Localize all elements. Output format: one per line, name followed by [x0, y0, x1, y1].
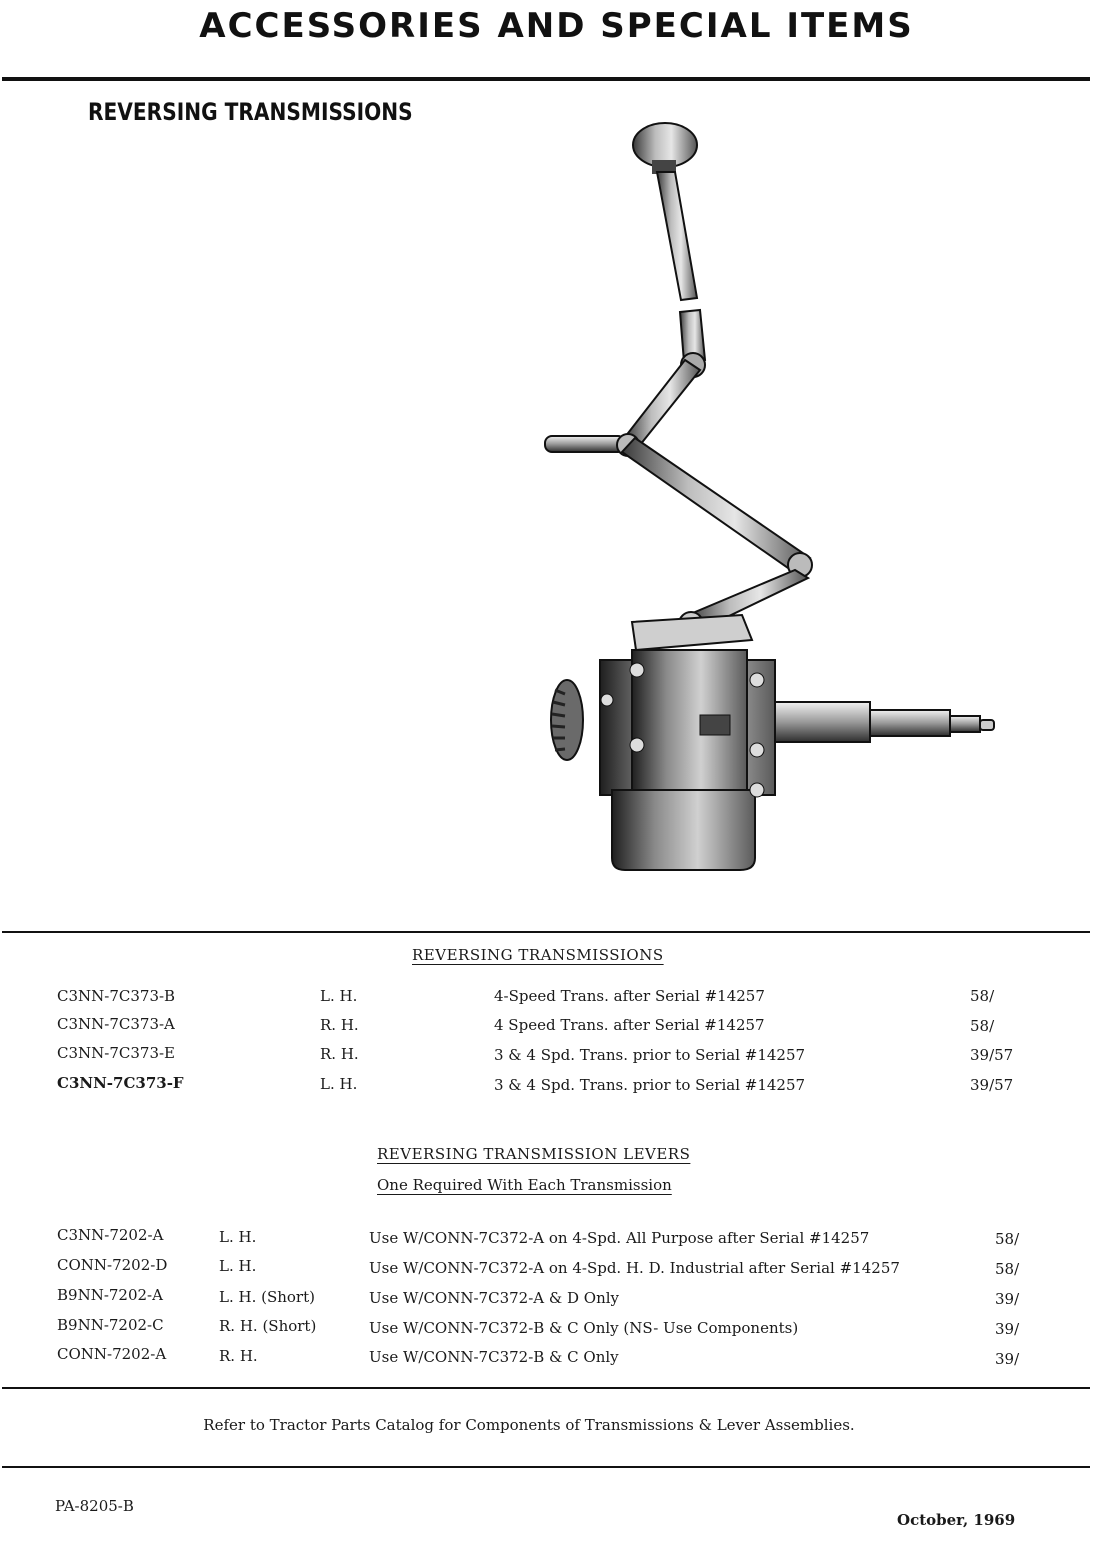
side: L. H.: [219, 1257, 257, 1275]
side: R. H. (Short): [219, 1317, 317, 1335]
side: R. H.: [320, 1045, 359, 1063]
part-number: C3NN-7C373-F: [57, 1074, 184, 1092]
part-number: C3NN-7C373-B: [57, 987, 176, 1005]
part-number: B9NN-7202-C: [57, 1316, 164, 1334]
description: 4 Speed Trans. after Serial #14257: [494, 1016, 765, 1034]
description: 3 & 4 Spd. Trans. prior to Serial #14257: [494, 1076, 806, 1094]
years: 39/: [995, 1350, 1020, 1368]
output-shaft: [775, 702, 994, 742]
side: L. H.: [320, 987, 358, 1005]
part-number: C3NN-7202-A: [57, 1226, 164, 1244]
transmissions-table-title: REVERSING TRANSMISSIONS: [412, 946, 664, 964]
description: Use W/CONN-7C372-A & D Only: [369, 1289, 620, 1307]
title-rule: [2, 77, 1090, 81]
publication-code: PA-8205-B: [55, 1497, 134, 1515]
transmission-housing: [600, 650, 775, 870]
description: Use W/CONN-7C372-B & C Only (NS- Use Components): [369, 1319, 799, 1337]
levers-table-subtitle: One Required With Each Transmission: [377, 1176, 672, 1194]
side: L. H. (Short): [219, 1288, 315, 1306]
description: Use W/CONN-7C372-A on 4-Spd. All Purpose after Serial #14257: [369, 1229, 870, 1247]
side: R. H.: [320, 1016, 359, 1034]
years: 58/: [995, 1260, 1020, 1278]
part-number: CONN-7202-D: [57, 1256, 168, 1274]
publication-date: October, 1969: [897, 1511, 1016, 1529]
description: Use W/CONN-7C372-B & C Only: [369, 1348, 619, 1366]
part-number: C3NN-7C373-A: [57, 1015, 175, 1033]
years: 58/: [970, 987, 995, 1005]
section-heading: REVERSING TRANSMISSIONS: [88, 98, 413, 126]
page-title: ACCESSORIES AND SPECIAL ITEMS: [199, 6, 914, 46]
part-number: C3NN-7C373-E: [57, 1044, 176, 1062]
part-number: B9NN-7202-A: [57, 1286, 163, 1304]
description: 3 & 4 Spd. Trans. prior to Serial #14257: [494, 1046, 806, 1064]
description: Use W/CONN-7C372-A on 4-Spd. H. D. Industrial after Serial #14257: [369, 1259, 900, 1277]
years: 58/: [995, 1230, 1020, 1248]
reference-note: Refer to Tractor Parts Catalog for Components of Transmissions & Lever Assemblies.: [203, 1416, 855, 1434]
side: L. H.: [219, 1228, 257, 1246]
years: 39/: [995, 1290, 1020, 1308]
part-number: CONN-7202-A: [57, 1345, 167, 1363]
side: L. H.: [320, 1075, 358, 1093]
shift-knob: [633, 123, 697, 174]
input-gear: [551, 680, 583, 760]
footer-rule: [2, 1466, 1090, 1468]
years: 39/: [995, 1320, 1020, 1338]
table-bottom-rule: [2, 1387, 1090, 1389]
years: 39/57: [970, 1046, 1014, 1064]
years: 39/57: [970, 1076, 1014, 1094]
reversing-transmission-illustration: [540, 118, 1010, 888]
years: 58/: [970, 1017, 995, 1035]
side: R. H.: [219, 1347, 258, 1365]
levers-table-title: REVERSING TRANSMISSION LEVERS: [377, 1145, 691, 1163]
table-top-rule: [2, 931, 1090, 933]
description: 4-Speed Trans. after Serial #14257: [494, 987, 765, 1005]
